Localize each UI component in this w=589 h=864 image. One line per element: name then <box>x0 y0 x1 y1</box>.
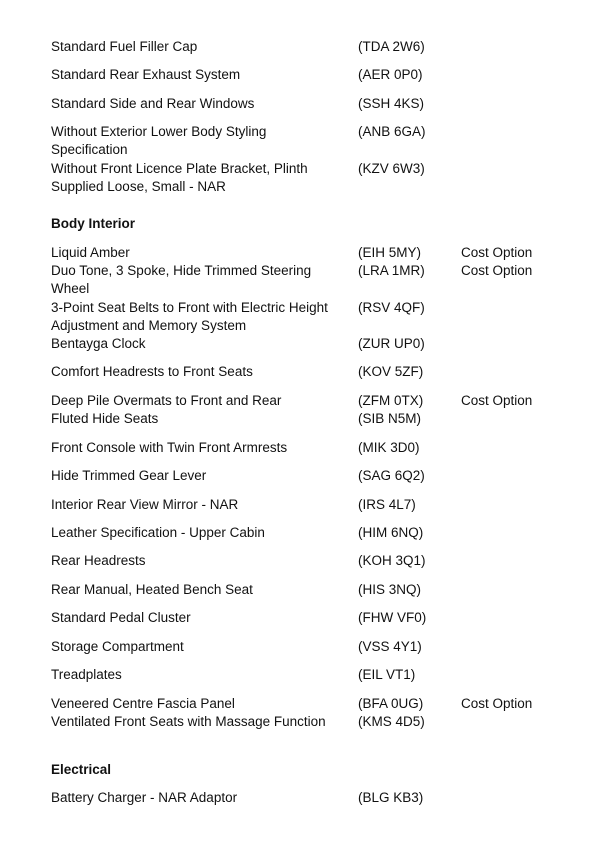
item-code: (KOH 3Q1) <box>358 553 426 568</box>
spec-row <box>0 789 589 807</box>
cost-option-note: Cost Option <box>461 245 533 260</box>
spec-row-continuation <box>0 141 589 159</box>
item-name: Storage Compartment <box>51 639 184 654</box>
item-code: (BFA 0UG) <box>358 696 424 711</box>
section-heading-electrical <box>0 761 589 779</box>
item-name: Standard Fuel Filler Cap <box>51 39 198 54</box>
item-name: Standard Pedal Cluster <box>51 610 191 625</box>
spec-row <box>0 160 589 178</box>
spec-row <box>0 496 589 514</box>
item-name-continuation: Supplied Loose, Small - NAR <box>51 179 226 194</box>
item-name: Without Front Licence Plate Bracket, Plinth <box>51 161 308 176</box>
spec-row <box>0 666 589 684</box>
item-name: Leather Specification - Upper Cabin <box>51 525 265 540</box>
spec-row <box>0 609 589 627</box>
item-code: (MIK 3D0) <box>358 440 420 455</box>
item-code: (AER 0P0) <box>358 67 423 82</box>
spec-row <box>0 552 589 570</box>
item-name: Treadplates <box>51 667 122 682</box>
spec-row <box>0 38 589 56</box>
spec-row <box>0 467 589 485</box>
spec-row <box>0 66 589 84</box>
section-heading: Electrical <box>51 762 112 777</box>
spec-row <box>0 392 589 410</box>
spec-row <box>0 262 589 280</box>
item-name: Battery Charger - NAR Adaptor <box>51 790 238 805</box>
item-name: Duo Tone, 3 Spoke, Hide Trimmed Steering <box>51 263 312 278</box>
item-name: Deep Pile Overmats to Front and Rear <box>51 393 282 408</box>
item-name: Front Console with Twin Front Armrests <box>51 440 288 455</box>
spec-row <box>0 299 589 317</box>
spec-row <box>0 524 589 542</box>
spec-row-continuation <box>0 178 589 196</box>
item-code: (HIS 3NQ) <box>358 582 422 597</box>
item-code: (ZFM 0TX) <box>358 393 424 408</box>
spec-row-continuation <box>0 280 589 298</box>
item-code: (RSV 4QF) <box>358 300 425 315</box>
item-code: (ZUR UP0) <box>358 336 425 351</box>
item-code: (EIH 5MY) <box>358 245 422 260</box>
item-name: Hide Trimmed Gear Lever <box>51 468 207 483</box>
item-code: (SSH 4KS) <box>358 96 425 111</box>
item-code: (ANB 6GA) <box>358 124 426 139</box>
item-name: Veneered Centre Fascia Panel <box>51 696 235 711</box>
item-name: Standard Side and Rear Windows <box>51 96 255 111</box>
spec-row <box>0 244 589 262</box>
spec-row <box>0 363 589 381</box>
cost-option-note: Cost Option <box>461 393 533 408</box>
item-name: Comfort Headrests to Front Seats <box>51 364 253 379</box>
item-code: (LRA 1MR) <box>358 263 425 278</box>
item-name: Rear Headrests <box>51 553 146 568</box>
section-heading: Body Interior <box>51 216 136 231</box>
item-code: (FHW VF0) <box>358 610 427 625</box>
spec-row-continuation <box>0 317 589 335</box>
spec-row <box>0 95 589 113</box>
item-code: (HIM 6NQ) <box>358 525 424 540</box>
item-code: (IRS 4L7) <box>358 497 416 512</box>
item-code: (KMS 4D5) <box>358 714 425 729</box>
item-name: Interior Rear View Mirror - NAR <box>51 497 239 512</box>
cost-option-note: Cost Option <box>461 696 533 711</box>
item-name-continuation: Fluted Hide Seats <box>51 411 159 426</box>
item-code: (TDA 2W6) <box>358 39 425 54</box>
spec-row <box>0 123 589 141</box>
cost-option-note: Cost Option <box>461 263 533 278</box>
item-name: 3-Point Seat Belts to Front with Electric Height <box>51 300 328 315</box>
spec-row <box>0 439 589 457</box>
item-code: (SAG 6Q2) <box>358 468 425 483</box>
item-name-continuation: Specification <box>51 142 128 157</box>
item-name-continuation: Wheel <box>51 281 90 296</box>
item-code: (BLG KB3) <box>358 790 424 805</box>
item-name: Standard Rear Exhaust System <box>51 67 241 82</box>
section-heading-body-interior <box>0 215 589 233</box>
spec-row <box>0 638 589 656</box>
spec-row-continuation <box>0 410 589 428</box>
item-name: Rear Manual, Heated Bench Seat <box>51 582 253 597</box>
spec-row <box>0 713 589 731</box>
spec-row <box>0 335 589 353</box>
spec-row <box>0 581 589 599</box>
item-name: Without Exterior Lower Body Styling <box>51 124 267 139</box>
item-code: (KOV 5ZF) <box>358 364 424 379</box>
spec-row <box>0 695 589 713</box>
item-code: (KZV 6W3) <box>358 161 425 176</box>
item-name: Liquid Amber <box>51 245 130 260</box>
item-code: (SIB N5M) <box>358 411 422 426</box>
item-name: Bentayga Clock <box>51 336 146 351</box>
item-name: Ventilated Front Seats with Massage Function <box>51 714 326 729</box>
item-name-continuation: Adjustment and Memory System <box>51 318 247 333</box>
item-code: (VSS 4Y1) <box>358 639 422 654</box>
item-code: (EIL VT1) <box>358 667 416 682</box>
